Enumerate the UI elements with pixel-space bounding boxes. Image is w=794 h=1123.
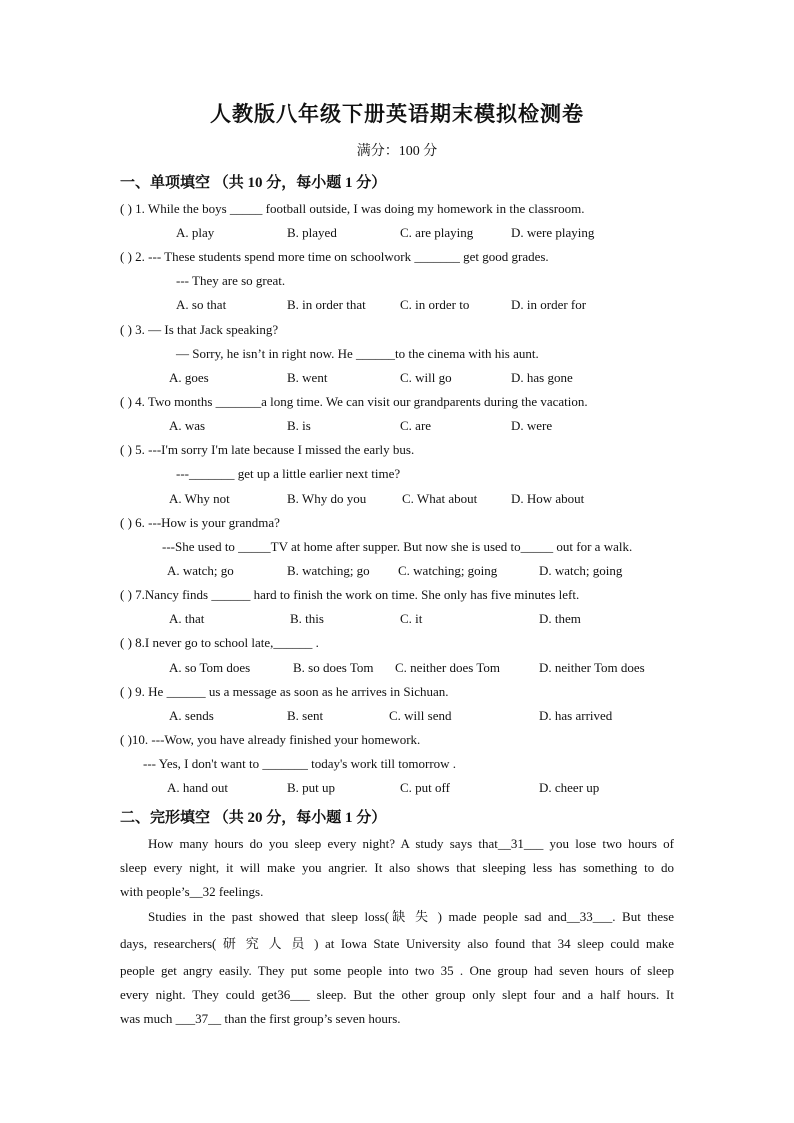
question-7-stem: ( ) 7.Nancy finds ______ hard to finish the work on time. She only has five minutes left. xyxy=(120,587,580,602)
option-d: D. were xyxy=(511,418,553,433)
page-title: 人教版八年级下册英语期末模拟检测卷 xyxy=(210,102,584,126)
option-a: A. was xyxy=(169,418,206,433)
option-d: D. has arrived xyxy=(539,708,613,723)
passage-line-8: was much ___37__ than the first group’s seven hours. xyxy=(120,1011,401,1026)
option-c: C. put off xyxy=(400,780,450,795)
option-c: C. in order to xyxy=(400,297,470,312)
section-heading-1: 一、单项填空 （共 10 分，每小题 1 分） xyxy=(120,175,387,191)
option-a: A. so Tom does xyxy=(169,660,251,675)
option-b: B. watching; go xyxy=(287,563,370,578)
option-c: C. it xyxy=(400,611,423,626)
option-b: B. went xyxy=(287,370,328,385)
option-b: B. in order that xyxy=(287,297,366,312)
question-6-reply: ---She used to _____TV at home after supper. But now she is used to_____ out for a walk. xyxy=(162,539,633,554)
option-d: D. cheer up xyxy=(539,780,600,795)
question-2-stem: ( ) 2. --- These students spend more time on schoolwork _______ get good grades. xyxy=(120,249,549,264)
option-c: C. What about xyxy=(402,491,478,506)
option-a: A. hand out xyxy=(167,780,229,795)
question-3-reply: — Sorry, he isn’t in right now. He ______to the cinema with his aunt. xyxy=(176,346,539,361)
passage-line-2: sleep every night, it will make you angrier. It also shows that sleeping less has something to do xyxy=(120,860,674,875)
option-b: B. sent xyxy=(287,708,324,723)
option-c: C. will send xyxy=(389,708,452,723)
question-6-stem: ( ) 6. ---How is your grandma? xyxy=(120,515,280,530)
option-a: A. play xyxy=(176,225,215,240)
option-a: A. Why not xyxy=(169,491,230,506)
option-a: A. watch; go xyxy=(167,563,234,578)
option-d: D. watch; going xyxy=(539,563,623,578)
option-a: A. goes xyxy=(169,370,209,385)
passage-line-4: Studies in the past showed that sleep loss(缺 失 ) made people sad and__33___. But these xyxy=(148,909,674,924)
option-b: B. Why do you xyxy=(287,491,367,506)
option-d: D. has gone xyxy=(511,370,573,385)
full-score: 满分：100 分 xyxy=(356,144,438,159)
option-d: D. them xyxy=(539,611,581,626)
question-10-reply: --- Yes, I don't want to _______ today's work till tomorrow . xyxy=(143,756,457,771)
option-b: B. so does Tom xyxy=(293,660,374,675)
option-d: D. were playing xyxy=(511,225,595,240)
option-d: D. in order for xyxy=(511,297,587,312)
question-10-stem: ( )10. ---Wow, you have already finished your homework. xyxy=(120,732,421,747)
question-4-stem: ( ) 4. Two months _______a long time. We can visit our grandparents during the vacation. xyxy=(120,394,588,409)
option-c: C. are playing xyxy=(400,225,474,240)
passage-line-3: with people’s__32 feelings. xyxy=(120,884,264,899)
option-b: B. is xyxy=(287,418,311,433)
question-5-reply: ---_______ get up a little earlier next time? xyxy=(176,466,401,481)
option-c: C. will go xyxy=(400,370,452,385)
option-d: D. How about xyxy=(511,491,585,506)
option-b: B. put up xyxy=(287,780,336,795)
option-b: B. this xyxy=(290,611,324,626)
option-a: A. that xyxy=(169,611,205,626)
question-1-stem: ( ) 1. While the boys _____ football outside, I was doing my homework in the classroom. xyxy=(120,201,585,216)
passage-line-6: people get angry easily. They put some people into two 35 . One group had seven hours of sleep xyxy=(120,963,674,978)
question-9-stem: ( ) 9. He ______ us a message as soon as he arrives in Sichuan. xyxy=(120,684,449,699)
option-d: D. neither Tom does xyxy=(539,660,645,675)
question-3-stem: ( ) 3. — Is that Jack speaking? xyxy=(120,322,279,337)
option-c: C. watching; going xyxy=(398,563,498,578)
section-heading-2: 二、完形填空 （共 20 分，每小题 1 分） xyxy=(120,810,387,826)
question-5-stem: ( ) 5. ---I'm sorry I'm late because I missed the early bus. xyxy=(120,442,415,457)
passage-line-1: How many hours do you sleep every night? A study says that__31___ you lose two hours of xyxy=(148,836,674,851)
question-2-reply: --- They are so great. xyxy=(176,273,286,288)
passage-line-7: every night. They could get36___ sleep. But the other group only slept four and a half hours. It xyxy=(120,987,674,1002)
option-c: C. are xyxy=(400,418,432,433)
option-c: C. neither does Tom xyxy=(395,660,501,675)
option-b: B. played xyxy=(287,225,337,240)
passage-line-5: days, researchers( 研 究 人 员 ) at Iowa State University also found that 34 sleep could make xyxy=(120,936,674,951)
option-a: A. sends xyxy=(169,708,214,723)
option-a: A. so that xyxy=(176,297,227,312)
question-8-stem: ( ) 8.I never go to school late,______ . xyxy=(120,635,319,650)
